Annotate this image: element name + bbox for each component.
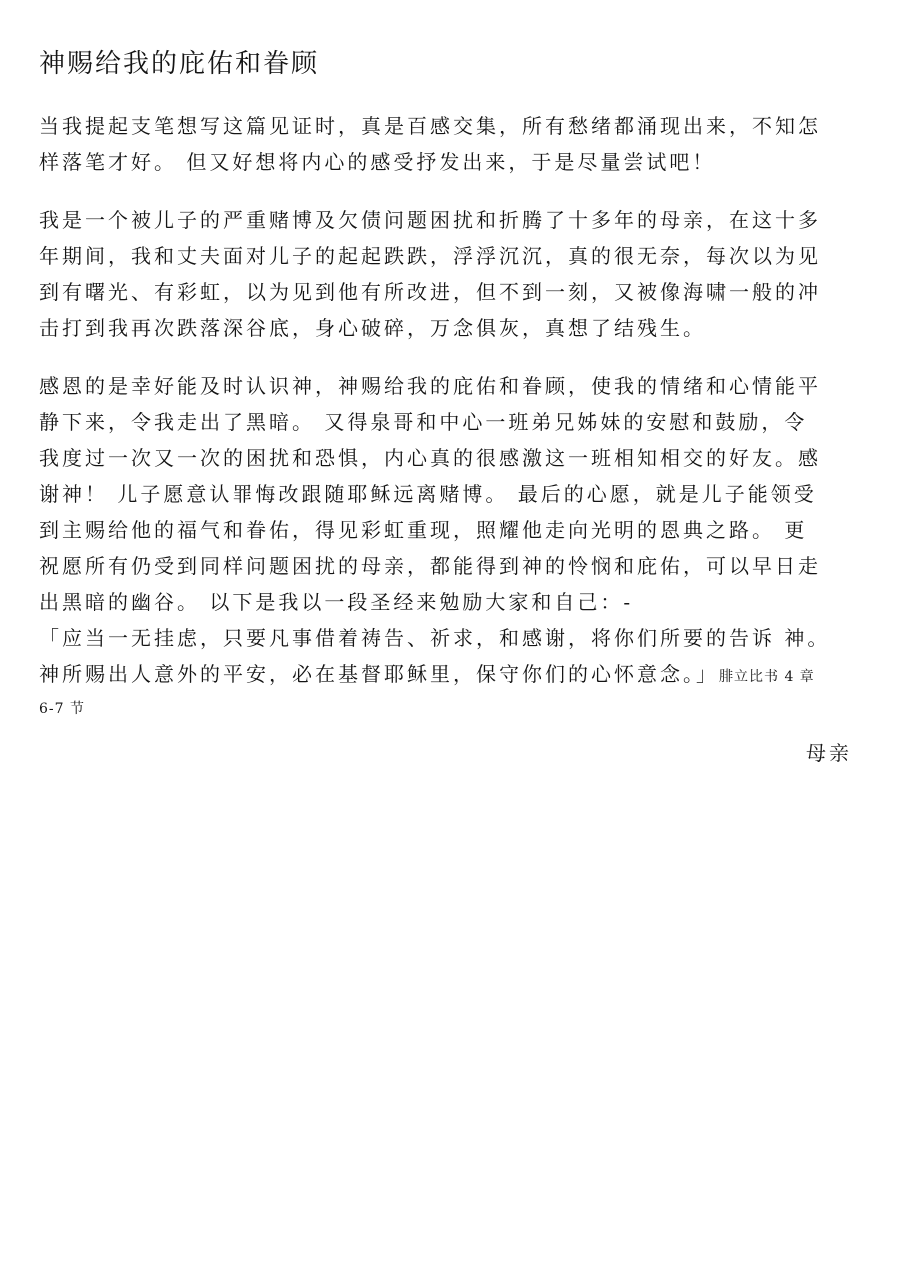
signature: 母亲 [806, 741, 852, 765]
document-title: 神赐给我的庇佑和眷顾 [39, 49, 320, 79]
paragraph-line: 静下来，令我走出了黑暗。 又得泉哥和中心一班弟兄姊妹的安慰和鼓励，令 [39, 410, 808, 434]
paragraph-line: 出黑暗的幽谷。 以下是我以一段圣经来勉励大家和自己：- [39, 590, 634, 614]
paragraph-line: 样落笔才好。 但又好想将内心的感受抒发出来，于是尽量尝试吧！ [39, 150, 716, 174]
paragraph-line: 当我提起支笔想写这篇见证时，真是百感交集，所有愁绪都涌现出来，不知怎 [39, 114, 821, 138]
paragraph-line: 我是一个被儿子的严重赌博及欠债问题困扰和折腾了十多年的母亲，在这十多 [39, 208, 821, 232]
paragraph-line: 到有曙光、有彩虹，以为见到他有所改进，但不到一刻，又被像海啸一般的冲 [39, 280, 821, 304]
paragraph-line: 击打到我再次跌落深谷底，身心破碎，万念俱灰，真想了结残生。 [39, 316, 706, 340]
scripture-quote-line: 「应当一无挂虑，只要凡事借着祷告、祈求，和感谢，将你们所要的告诉 神。 [39, 626, 831, 650]
paragraph-line: 我度过一次又一次的困扰和恐惧，内心真的很感激这一班相知相交的好友。感 [39, 446, 821, 470]
paragraph-struggle [39, 202, 852, 346]
paragraph-line: 谢神！ 儿子愿意认罪悔改跟随耶稣远离赌博。 最后的心愿，就是儿子能领受 [39, 482, 817, 506]
paragraph-line: 到主赐给他的福气和眷佑，得见彩虹重现，照耀他走向光明的恩典之路。 更 [39, 518, 808, 542]
paragraph-gratitude [39, 368, 852, 723]
paragraph-line: 祝愿所有仍受到同样问题困扰的母亲，都能得到神的怜悯和庇佑，可以早日走 [39, 554, 821, 578]
verse-reference-continued: 6-7 节 [39, 701, 85, 717]
scripture-quote-line [39, 656, 852, 695]
paragraph-line: 感恩的是幸好能及时认识神，神赐给我的庇佑和眷顾，使我的情绪和心情能平 [39, 374, 821, 398]
paragraph-intro [39, 108, 852, 180]
paragraph-line: 年期间，我和丈夫面对儿子的起起跌跌，浮浮沉沉，真的很无奈，每次以为见 [39, 244, 821, 268]
scripture-quote-text: 神所赐出人意外的平安，必在基督耶稣里，保守你们的心怀意念。」 [39, 662, 719, 686]
verse-reference: 腓立比书 4 章 [719, 669, 815, 685]
